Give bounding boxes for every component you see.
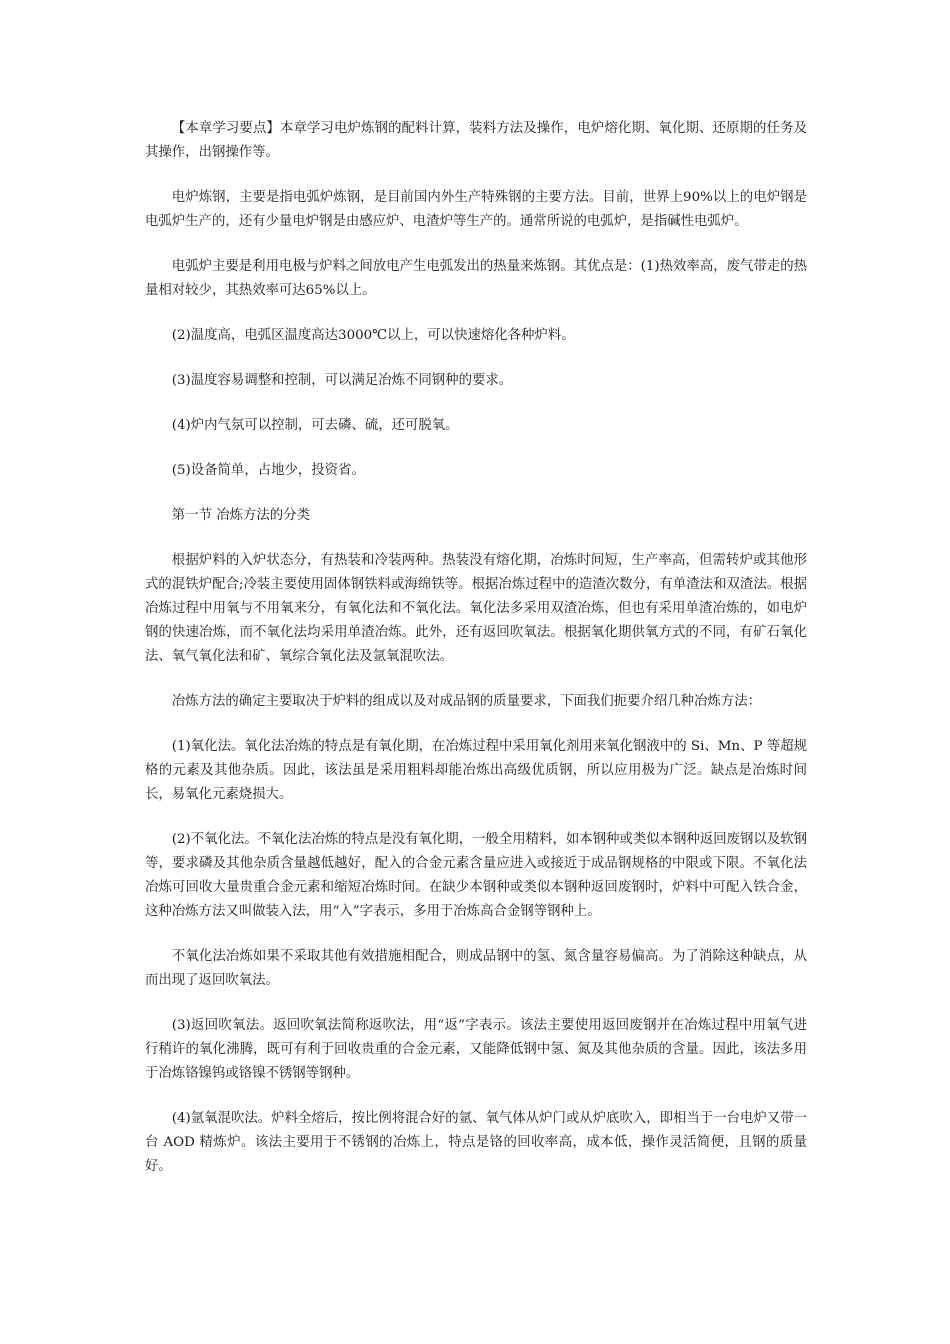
list-item-advantage-2: (2)温度高，电弧区温度高达3000℃以上，可以快速熔化各种炉料。 xyxy=(171,328,575,343)
list-item-advantage-5: (5)设备简单，占地少，投资省。 xyxy=(171,463,365,478)
document-body xyxy=(145,117,807,1200)
paragraph-intro: 电炉炼钢，主要是指电弧炉炼钢，是目前国内外生产特殊钢的主要方法。目前，世界上90%以上的电炉钢是电弧炉生产的，还有少量电炉钢是由感应炉、电渣炉等生产的。通常所说的电弧炉，是指碱性电弧炉。 xyxy=(145,190,807,229)
paragraph-methods-intro: 冶炼方法的确定主要取决于炉料的组成以及对成品钢的质量要求，下面我们扼要介绍几种冶炼方法： xyxy=(171,694,761,709)
list-item-non-oxidation-method: (2)不氧化法。不氧化法冶炼的特点是没有氧化期，一般全用精料，如本钢种或类似本钢种返回废钢以及软钢等，要求磷及其他杂质含量越低越好，配入的合金元素含量应进入或接近于成品钢规格的中限或下限。不氧化法冶炼可回收大量贵重合金元素和缩短冶炼时间。在缺少本钢种或类似本钢种返回废钢时，炉料中可配入铁合金，这种冶炼方法又叫做装入法，用“入”字表示，多用于冶炼高合金钢等钢种上。 xyxy=(145,832,807,919)
list-item-argon-oxygen-method: (4)氩氧混吹法。炉料全熔后，按比例将混合好的氩、氧气体从炉门或从炉底吹入，即相当于一台电炉又带一台 AOD 精炼炉。该法主要用于不锈钢的冶炼上，特点是铬的回收率高，成本低，操作灵活简便，且钢的质量好。 xyxy=(145,1111,807,1174)
list-item-return-oxygen-method: (3)返回吹氧法。返回吹氧法简称返吹法，用“返”字表示。该法主要使用返回废钢并在冶炼过程中用氧气进行稍许的氧化沸腾，既可有利于回收贵重的合金元素，又能降低钢中氢、氮及其他杂质的含量。因此，该法多用于冶炼铬镍钨或铬镍不锈钢等钢种。 xyxy=(145,1018,807,1081)
list-item-advantage-3: (3)温度容易调整和控制，可以满足冶炼不同钢种的要求。 xyxy=(171,373,513,388)
list-item-oxidation-method: (1)氧化法。氧化法冶炼的特点是有氧化期，在冶炼过程中采用氧化剂用来氧化钢液中的 Si、Mn、P 等超规格的元素及其他杂质。因此，该法虽是采用粗料却能冶炼出高级优质钢，所以应用极为广泛。缺点是冶炼时间长，易氧化元素烧损大。 xyxy=(145,739,807,802)
list-item-advantage-4: (4)炉内气氛可以控制，可去磷、硫，还可脱氧。 xyxy=(171,418,459,433)
section-heading: 第一节 冶炼方法的分类 xyxy=(171,508,310,523)
paragraph-non-oxidation-note: 不氧化法冶炼如果不采取其他有效措施相配合，则成品钢中的氢、氮含量容易偏高。为了消除这种缺点，从而出现了返回吹氧法。 xyxy=(145,949,807,988)
paragraph-advantages: 电弧炉主要是利用电极与炉料之间放电产生电弧发出的热量来炼钢。其优点是：(1)热效率高，废气带走的热量相对较少，其热效率可达65%以上。 xyxy=(145,259,807,298)
paragraph-classification: 根据炉料的入炉状态分，有热装和冷装两种。热装没有熔化期，冶炼时间短，生产率高，但需转炉或其他形式的混铁炉配合;冷装主要使用固体钢铁料或海绵铁等。根据冶炼过程中的造渣次数分，有单渣法和双渣法。根据冶炼过程中用氧与不用氧来分，有氧化法和不氧化法。氧化法多采用双渣冶炼，但也有采用单渣冶炼的，如电炉钢的快速冶炼，而不氧化法均采用单渣冶炼。此外，还有返回吹氧法。根据氧化期供氧方式的不同，有矿石氧化法、氧气氧化法和矿、氧综合氧化法及氩氧混吹法。 xyxy=(145,553,807,664)
chapter-key-points: 【本章学习要点】本章学习电炉炼钢的配料计算，装料方法及操作，电炉熔化期、氧化期、还原期的任务及其操作，出钢操作等。 xyxy=(145,121,807,160)
